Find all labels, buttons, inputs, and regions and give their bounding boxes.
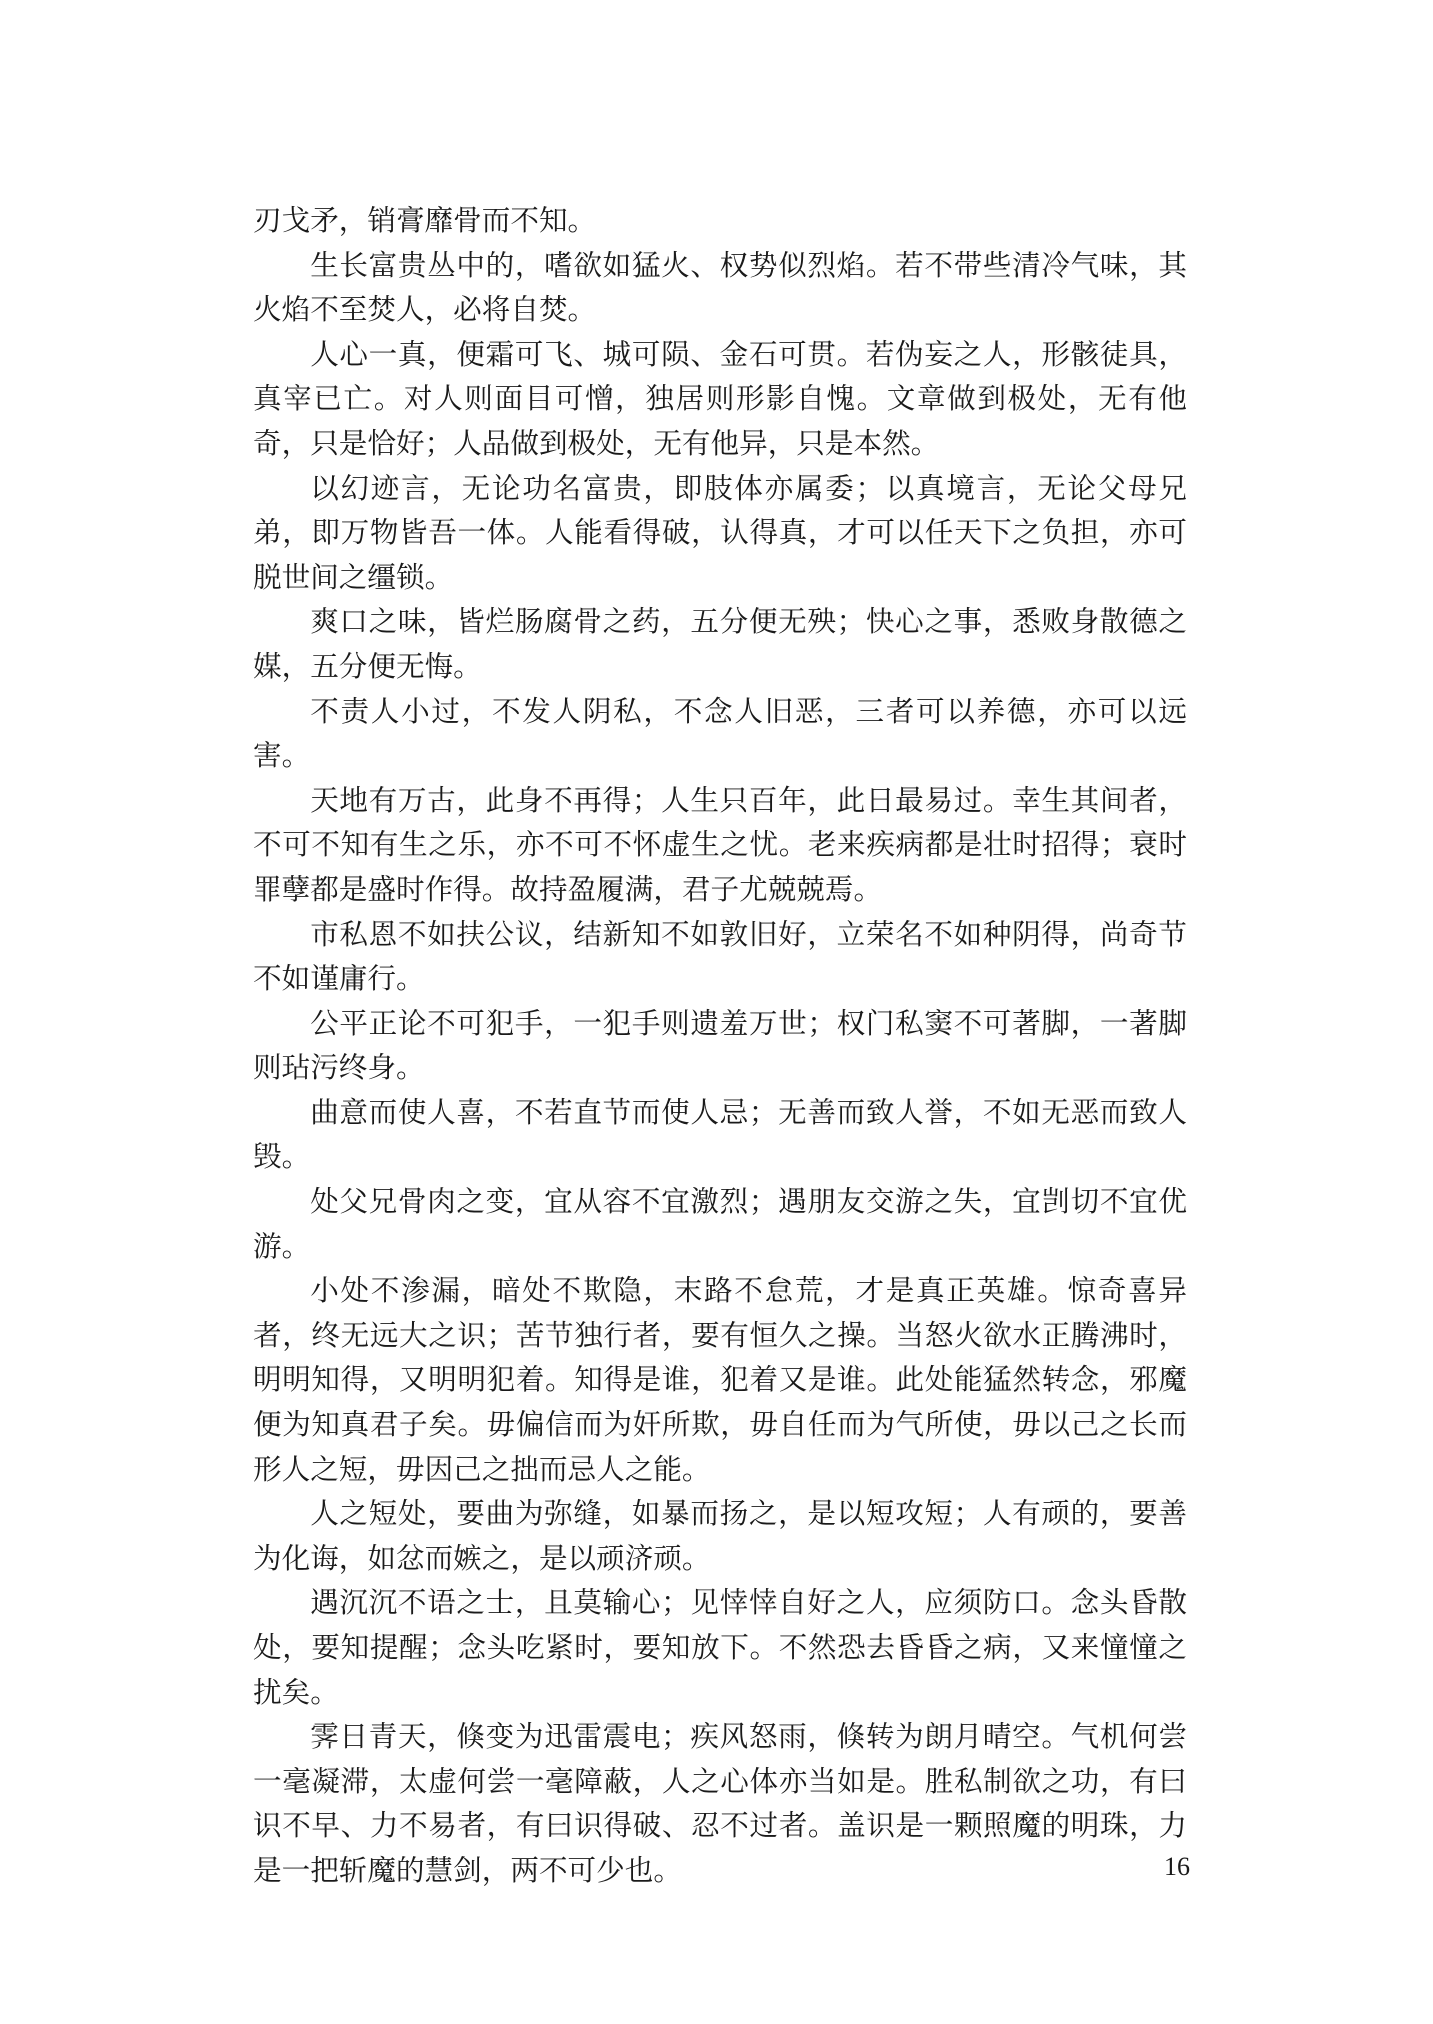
- paragraph: 以幻迹言，无论功名富贵，即肢体亦属委；以真境言，无论父母兄弟，即万物皆吾一体。人能看得破，认得真，才可以任天下之负担，亦可脱世间之缰锁。: [253, 470, 1187, 594]
- paragraph: 不责人小过，不发人阴私，不念人旧恶，三者可以养德，亦可以远害。: [253, 693, 1187, 773]
- paragraph: 霁日青天，倏变为迅雷震电；疾风怒雨，倏转为朗月晴空。气机何尝一毫凝滞，太虚何尝一毫障蔽，人之心体亦当如是。胜私制欲之功，有曰识不早、力不易者，有曰识得破、忍不过者。盖识是一颗照魔的明珠，力是一把斩魔的慧剑，两不可少也。: [253, 1719, 1187, 1887]
- paragraph: 人之短处，要曲为弥缝，如暴而扬之，是以短攻短；人有顽的，要善为化诲，如忿而嫉之，是以顽济顽。: [253, 1496, 1187, 1575]
- paragraph: 处父兄骨肉之变，宜从容不宜激烈；遇朋友交游之失，宜剀切不宜优游。: [253, 1184, 1187, 1263]
- paragraph: 爽口之味，皆烂肠腐骨之药，五分便无殃；快心之事，悉败身散德之媒，五分便无悔。: [253, 604, 1187, 683]
- page-number: 16: [1164, 1852, 1190, 1881]
- paragraph: 曲意而使人喜，不若直节而使人忌；无善而致人誉，不如无恶而致人毁。: [253, 1094, 1187, 1174]
- paragraph: 遇沉沉不语之士，且莫输心；见悻悻自好之人，应须防口。念头昏散处，要知提醒；念头吃紧时，要知放下。不然恐去昏昏之病，又来憧憧之扰矣。: [253, 1585, 1187, 1709]
- paragraph: 天地有万古，此身不再得；人生只百年，此日最易过。幸生其间者，不可不知有生之乐，亦不可不怀虚生之忧。老来疾病都是壮时招得；衰时罪孽都是盛时作得。故持盈履满，君子尤兢兢焉。: [253, 782, 1187, 906]
- paragraph: 生长富贵丛中的，嗜欲如猛火、权势似烈焰。若不带些清冷气味，其火焰不至焚人，必将自焚。: [253, 247, 1187, 327]
- paragraph: 公平正论不可犯手，一犯手则遗羞万世；权门私窦不可著脚，一著脚则玷污终身。: [253, 1005, 1187, 1085]
- paragraph: 人心一真，便霜可飞、城可陨、金石可贯。若伪妄之人，形骸徒具，真宰已亡。对人则面目可憎，独居则形影自愧。文章做到极处，无有他奇，只是恰好；人品做到极处，无有他异，只是本然。: [253, 336, 1187, 460]
- paragraph-continued: 刃戈矛，销膏靡骨而不知。: [253, 203, 597, 237]
- paragraph: 小处不渗漏，暗处不欺隐，末路不怠荒，才是真正英雄。惊奇喜异者，终无远大之识；苦节独行者，要有恒久之操。当怒火欲水正腾沸时，明明知得，又明明犯着。知得是谁，犯着又是谁。此处能猛然转念，邪魔便为知真君子矣。毋偏信而为奸所欺，毋自任而为气所使，毋以己之长而形人之短，毋因己之拙而忌人之能。: [253, 1273, 1187, 1486]
- paragraph: 市私恩不如扶公议，结新知不如敦旧好，立荣名不如种阴得，尚奇节不如谨庸行。: [253, 916, 1187, 996]
- body-text: [253, 198, 1187, 1893]
